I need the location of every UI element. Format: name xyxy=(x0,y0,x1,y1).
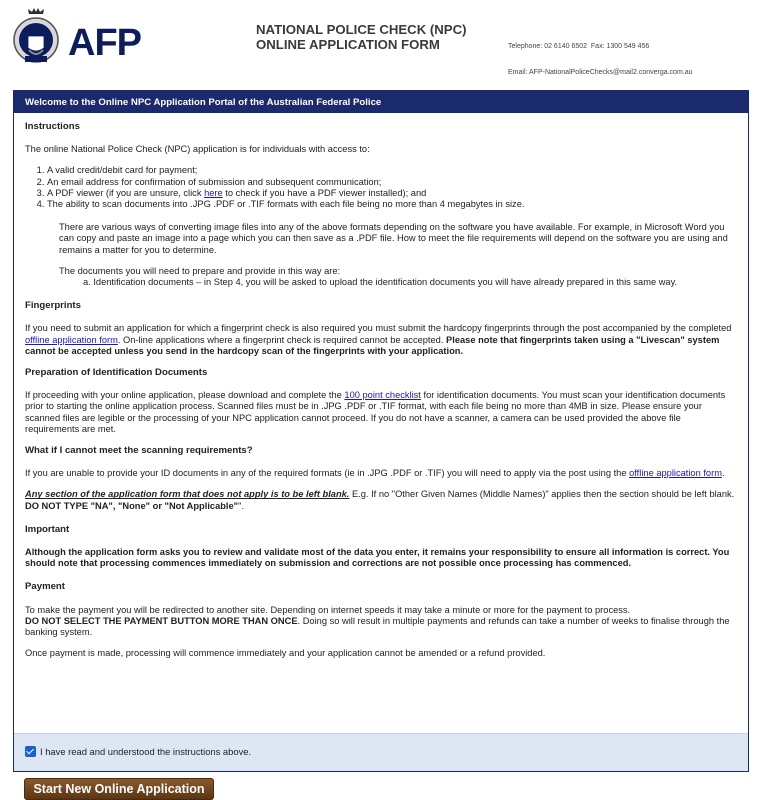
important-paragraph xyxy=(25,547,737,569)
instructions-heading: Instructions xyxy=(25,121,80,132)
scanning-paragraph xyxy=(25,468,737,479)
offline-application-form-link-2[interactable]: offline application form xyxy=(629,468,722,479)
payment-heading: Payment xyxy=(25,581,65,593)
payment-paragraph xyxy=(25,605,737,639)
afp-crest-icon xyxy=(10,6,62,68)
payment-text-2: . Doing so will result in multiple payments and refunds can take a number of weeks to finalise through the banking system. xyxy=(25,615,730,638)
scanning-heading: What if I cannot meet the scanning requirements? xyxy=(25,445,253,457)
form-title xyxy=(256,22,467,52)
preparation-text-after: for identification documents. You must scan your identification documents prior to starting the online application process. Scanned files must be in .JPG .PDF or .TIF format, with each file being no more than 4MB in size. Please ensure your scanned files are legible or the processing of your NPC application cannot proceed. If you do not have a scanner, a camera can be used provided the above file requirements are met. xyxy=(25,390,726,434)
contact-email: Email: AFP-NationalPoliceChecks@mail2.converga.com.au xyxy=(508,68,693,76)
instructions-intro: The online National Police Check (NPC) application is for individuals with access to: xyxy=(25,144,370,155)
scanning-text-before: If you are unable to provide your ID documents in any of the required formats (ie in .JPG .PDF or .TIF) you will need to apply via the post using the xyxy=(25,468,630,479)
leave-blank-paragraph xyxy=(25,489,737,511)
start-new-application-button[interactable]: Start New Online Application xyxy=(24,778,214,800)
item3-text-after: to check if you have a PDF viewer installed); and xyxy=(222,187,427,198)
acknowledgement-text: I have read and understood the instructions above. xyxy=(40,746,252,757)
item3-text-before: A PDF viewer (if you are unsure, click xyxy=(47,187,205,198)
pdf-viewer-check-link[interactable]: here xyxy=(204,187,223,198)
form-title-line1: NATIONAL POLICE CHECK (NPC) xyxy=(256,22,467,37)
fingerprints-heading: Fingerprints xyxy=(25,300,81,312)
instructions-content xyxy=(14,113,748,660)
requirements-list xyxy=(47,165,737,210)
payment-final-paragraph: Once payment is made, processing will commence immediately and your application cannot be amended or a refund provided. xyxy=(25,648,546,659)
preparation-text-before: If proceeding with your online application, please download and complete the xyxy=(25,390,345,401)
contact-phone: Telephone: 02 6140 6502 Fax: 1300 549 456 xyxy=(508,43,650,51)
leave-blank-text: E.g. If no "Other Given Names (Middle Names)" applies then the section should be left blank. xyxy=(349,489,735,500)
preparation-heading: Preparation of Identification Documents xyxy=(25,367,208,379)
fingerprints-paragraph xyxy=(25,323,737,357)
fingerprints-text-before: If you need to submit an application for which a fingerprint check is also required you must submit the hardcopy fingerprints through the post accompanied by the completed xyxy=(25,323,732,334)
acknowledgement-row xyxy=(14,733,748,771)
fingerprints-text-after: . On-line applications where a fingerprint check is required cannot be accepted. xyxy=(117,334,447,345)
afp-logo-text: AFP xyxy=(68,22,141,64)
list-item: 1. A valid credit/debit card for payment; xyxy=(47,165,737,176)
acknowledgement-label[interactable] xyxy=(25,746,251,757)
converting-paragraph: There are various ways of converting image files into any of the above formats depending on the software you have available. For example, in Microsoft Word you can copy and paste an image into a page which you can then save as a .PDF file. How to meet the file requirements will depend on the software you are using and remains a matter for you to determine. xyxy=(59,222,728,255)
scanning-text-after: . xyxy=(721,468,725,479)
offline-application-form-link[interactable]: offline application form xyxy=(25,334,118,345)
acknowledgement-checkbox[interactable] xyxy=(25,746,36,757)
page-header xyxy=(0,0,764,82)
do-not-type-notice: DO NOT TYPE "NA", "None" or "Not Applicable" xyxy=(25,500,239,511)
list-item xyxy=(47,188,737,199)
livescan-notice: Please note that fingerprints taken using a "Livescan" system cannot be accepted unless you send in the hardcopy scan of the fingerprints with your application. xyxy=(25,334,720,356)
payment-text-1: To make the payment you will be redirected to another site. Depending on internet speeds it may take a minute or more for the payment to process. xyxy=(25,604,631,615)
instructions-panel xyxy=(13,90,749,772)
documents-paragraph: The documents you will need to prepare and provide in this way are: xyxy=(59,265,341,276)
checklist-link[interactable]: 100 point checklist xyxy=(344,390,421,401)
leave-blank-end: ". xyxy=(238,500,244,511)
identification-documents-item: a. Identification documents – in Step 4, you will be asked to upload the identification documents you will have already prepared in this same way. xyxy=(83,277,678,288)
leave-blank-notice: Any section of the application form that does not apply is to be left blank. xyxy=(25,489,350,500)
important-heading: Important xyxy=(25,523,70,535)
preparation-paragraph xyxy=(25,390,737,435)
payment-warning: DO NOT SELECT THE PAYMENT BUTTON MORE THAN ONCE xyxy=(25,615,298,626)
form-title-line2: ONLINE APPLICATION FORM xyxy=(256,37,440,52)
list-item: 2. An email address for confirmation of submission and subsequent communication; xyxy=(47,177,737,188)
important-text: Although the application form asks you to review and validate most of the data you enter, it remains your responsibility to ensure all information is correct. You should note that processing commences immediately on submission and corrections are not possible once processing has commenced. xyxy=(25,547,730,569)
list-item: 4. The ability to scan documents into .JPG .PDF or .TIF formats with each file being no more than 4 megabytes in size. xyxy=(47,199,737,210)
panel-heading: Welcome to the Online NPC Application Portal of the Australian Federal Police xyxy=(14,91,748,113)
